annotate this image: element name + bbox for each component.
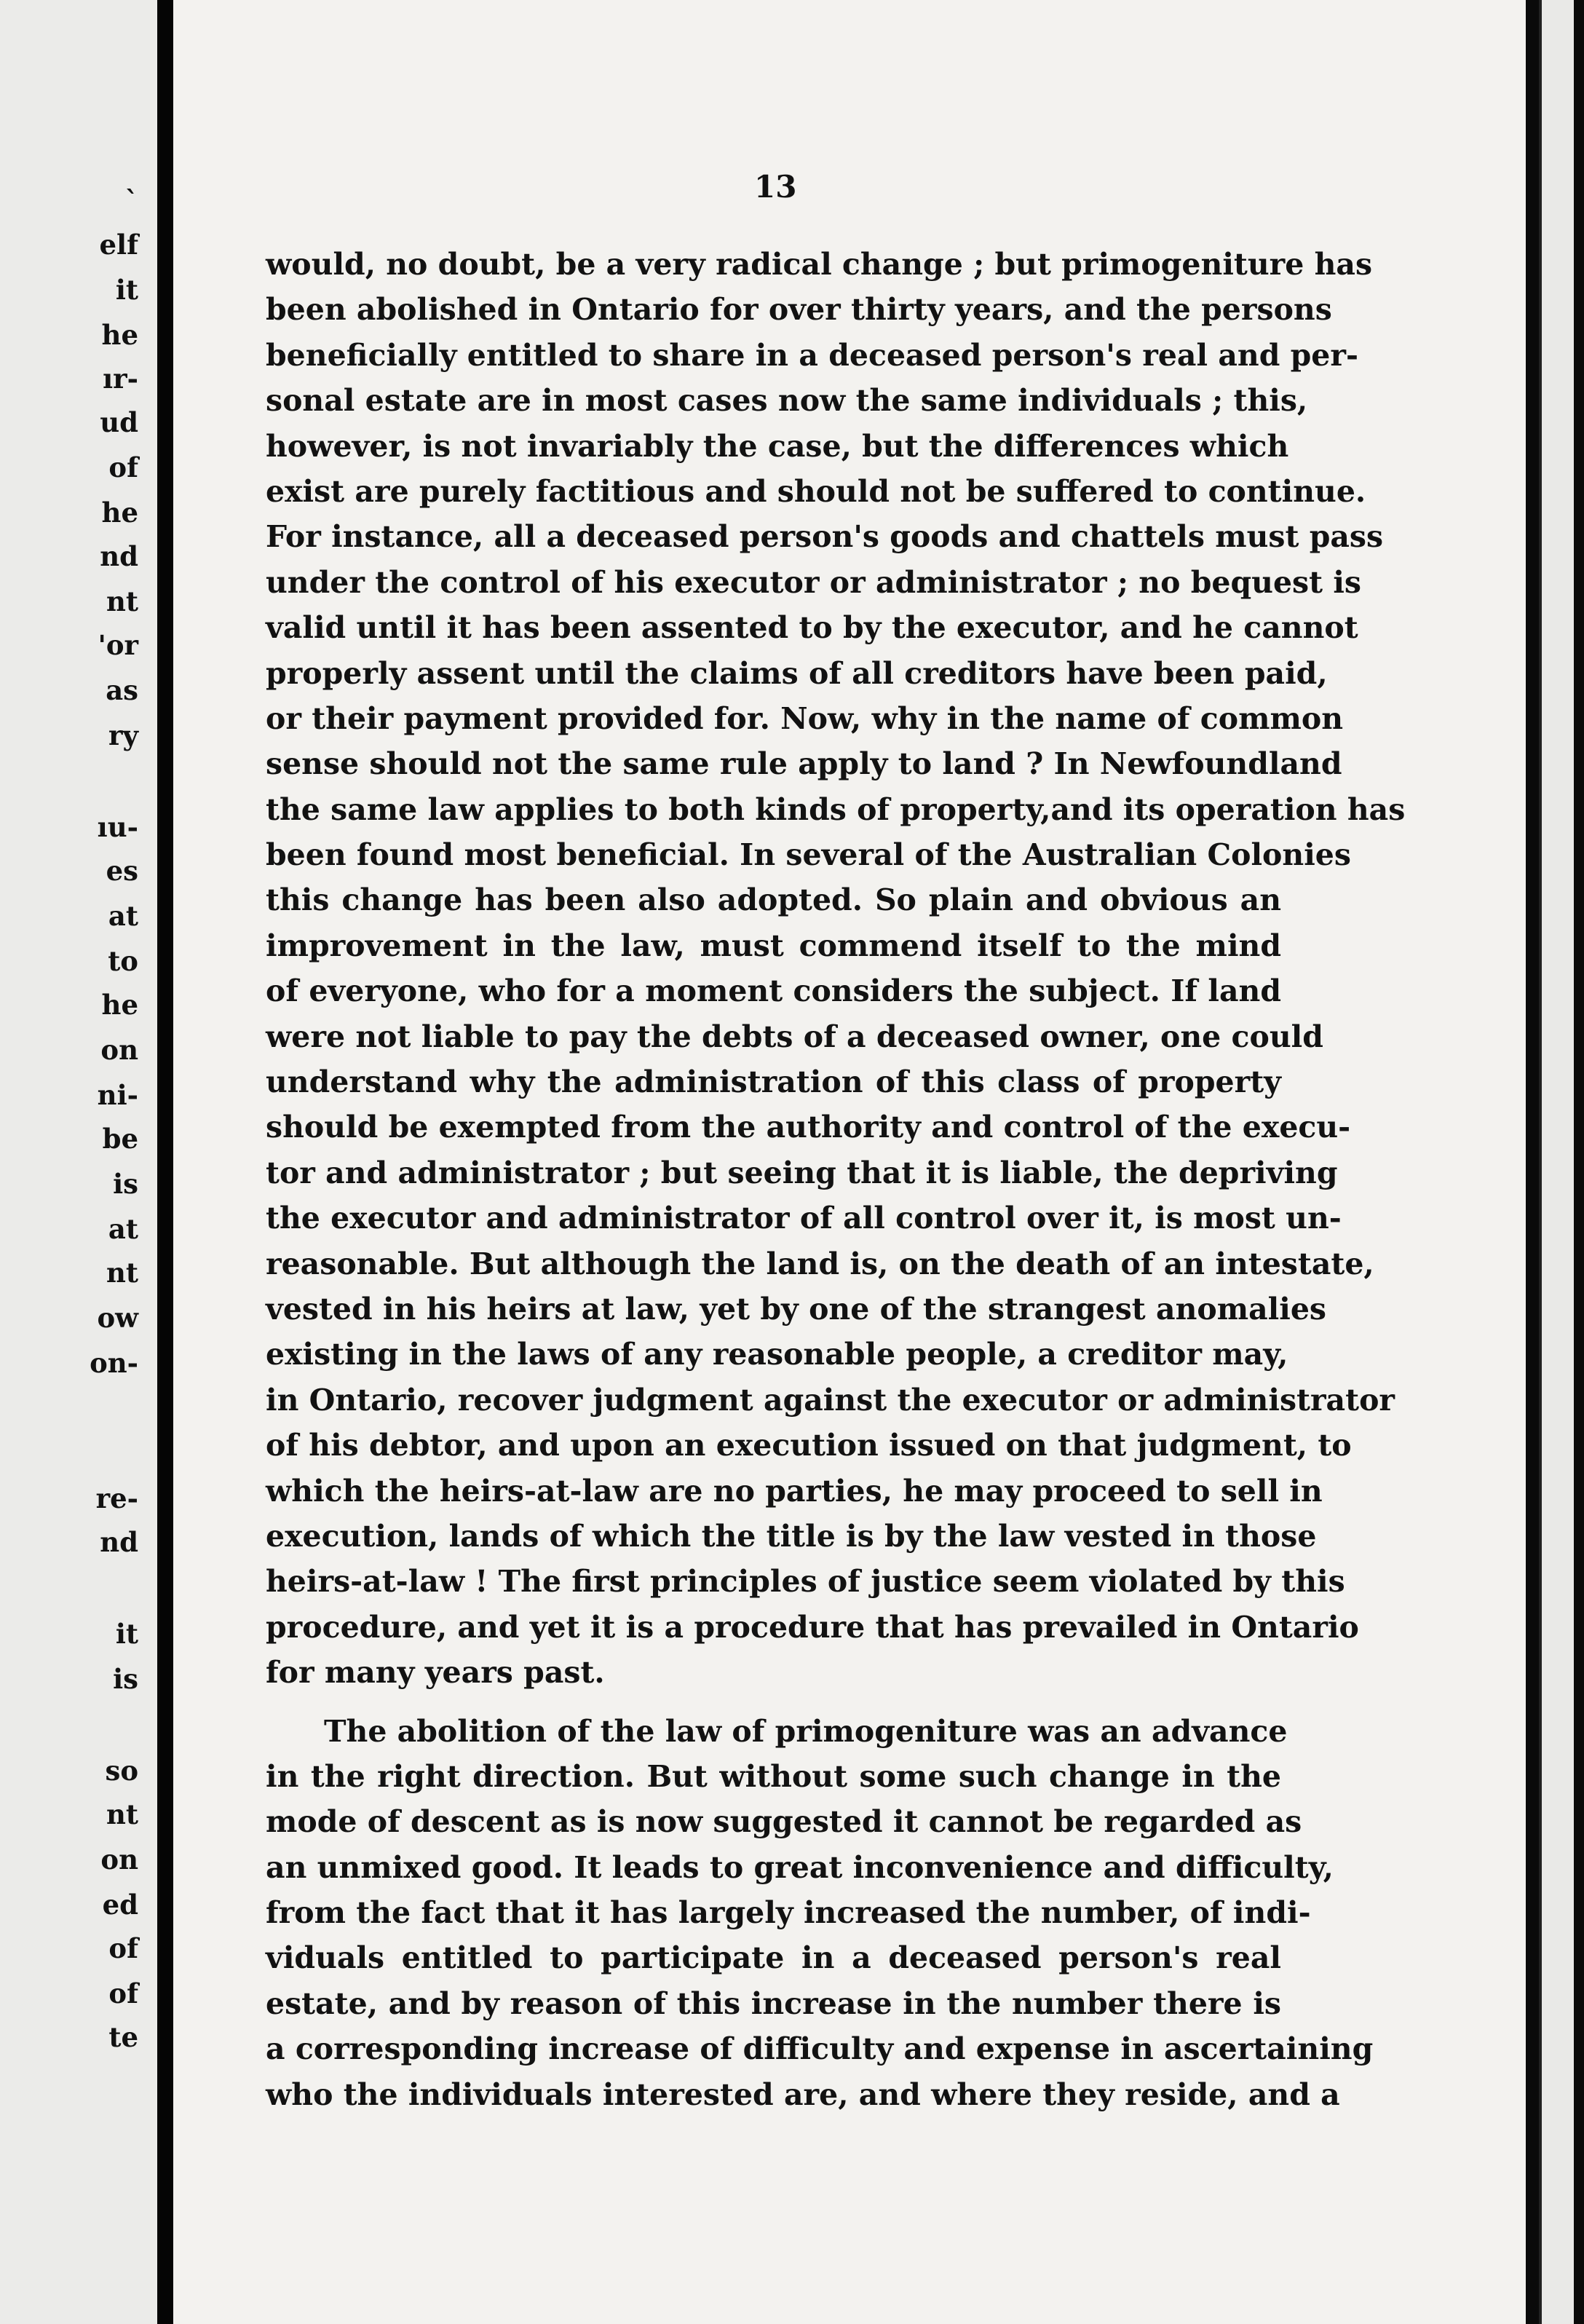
text-line: existing in the laws of any reasonable people, a creditor may, (266, 1337, 1288, 1372)
text-line: reasonable. But although the land is, on the death of an intestate, (266, 1246, 1374, 1281)
adjacent-page-fragment: ıu- (97, 811, 138, 843)
adjacent-page-fragment: nt (106, 585, 138, 617)
adjacent-page-fragment: is (113, 1663, 138, 1695)
adjacent-page-fragment: 'or (98, 629, 138, 661)
adjacent-page-fragment: it (115, 1618, 138, 1650)
adjacent-page-fragment: of (108, 1932, 138, 1964)
text-line: sonal estate are in most cases now the same individuals ; this, (266, 383, 1308, 419)
text-line: which the heirs-at-law are no parties, he may proceed to sell in (266, 1473, 1323, 1509)
paragraph-2 (266, 1709, 1374, 2118)
text-line: properly assent until the claims of all creditors have been paid, (266, 655, 1328, 691)
adjacent-page-fragment: he (101, 989, 138, 1021)
adjacent-page-fragment: of (108, 1977, 138, 2009)
text-line: this change has been also adopted. So plain and obvious an (266, 882, 1281, 918)
text-line: the same law applies to both kinds of property,and its operation has (266, 791, 1406, 827)
adjacent-page-fragment: ed (102, 1889, 138, 1921)
text-line: in the right direction. But without some such change in the (266, 1758, 1281, 1794)
adjacent-page-fragment: es (106, 855, 138, 887)
text-line: heirs-at-law ! The first principles of justice seem violated by this (266, 1564, 1345, 1600)
adjacent-page-fragment: of (108, 451, 138, 483)
text-line: exist are purely factitious and should not be suffered to continue. (266, 473, 1366, 509)
text-line: however, is not invariably the case, but the differences which (266, 428, 1289, 464)
next-sheet-edge (1539, 0, 1574, 2324)
adjacent-page-fragment: nt (106, 1798, 138, 1830)
text-line: been abolished in Ontario for over thirty years, and the persons (266, 292, 1332, 328)
adjacent-page-fragment: ud (100, 406, 138, 438)
adjacent-page-fragment: at (108, 1213, 138, 1245)
text-line: sense should not the same rule apply to land ? In Newfoundland (266, 746, 1342, 782)
adjacent-page-fragment: is (113, 1168, 138, 1200)
text-line: who the individuals interested are, and where they reside, and a (266, 2076, 1340, 2112)
text-line: would, no doubt, be a very radical change ; but primogeniture has (266, 247, 1373, 282)
adjacent-page-fragment: so (105, 1755, 138, 1787)
text-line: For instance, all a deceased person's goods and chattels must pass (266, 519, 1384, 555)
adjacent-page-fragment: te (108, 2021, 138, 2053)
adjacent-page-fragment: ry (108, 719, 138, 751)
adjacent-page-fragment: nd (100, 540, 138, 572)
adjacent-page-fragment: nd (100, 1526, 138, 1558)
adjacent-page-fragment: on (100, 1034, 138, 1066)
adjacent-page-fragment: ni- (97, 1079, 138, 1111)
page-gutter (157, 0, 173, 2324)
text-line: the executor and administrator of all control over it, is most un- (266, 1201, 1342, 1236)
text-line: an unmixed good. It leads to great inconvenience and difficulty, (266, 1849, 1334, 1885)
text-line: should be exempted from the authority and control of the execu- (266, 1110, 1351, 1145)
text-line: tor and administrator ; but seeing that it is liable, the depriving (266, 1155, 1338, 1190)
body-text (266, 242, 1406, 2117)
text-line: a corresponding increase of difficulty and expense in ascertaining (266, 2031, 1374, 2067)
text-line: viduals entitled to participate in a deceased person's real (266, 1940, 1281, 1976)
adjacent-page-fragment: as (106, 674, 138, 706)
text-line: under the control of his executor or administrator ; no bequest is (266, 564, 1362, 600)
text-line: were not liable to pay the debts of a deceased owner, one could (266, 1019, 1323, 1054)
text-line: procedure, and yet it is a procedure that has prevailed in Ontario (266, 1609, 1359, 1645)
adjacent-page-fragment: he (101, 319, 138, 351)
text-line: in Ontario, recover judgment against the executor or administrator (266, 1382, 1395, 1418)
adjacent-page-fragment: he (101, 497, 138, 529)
adjacent-page-fragment: to (108, 945, 138, 977)
adjacent-page-fragment: nt (106, 1257, 138, 1289)
paragraph-1 (266, 242, 1406, 1696)
adjacent-page-fragment: re- (95, 1482, 138, 1514)
text-line: of everyone, who for a moment considers the subject. If land (266, 973, 1281, 1009)
text-line: execution, lands of which the title is by the law vested in those (266, 1518, 1317, 1554)
text-line: The abolition of the law of primogeniture was an advance (324, 1713, 1288, 1749)
adjacent-page-edge (0, 0, 157, 2324)
adjacent-page-fragment: at (108, 900, 138, 932)
text-line: of his debtor, and upon an execution issued on that judgment, to (266, 1428, 1352, 1463)
adjacent-page-fragment: ır- (103, 363, 138, 395)
text-line: estate, and by reason of this increase in the number there is (266, 1985, 1281, 2021)
text-line: been found most beneficial. In several of the Australian Colonies (266, 837, 1351, 873)
text-line: beneficially entitled to share in a deceased person's real and per- (266, 337, 1359, 373)
adjacent-page-fragment: ` (124, 185, 138, 217)
text-line: or their payment provided for. Now, why in the name of common (266, 700, 1344, 736)
text-line: improvement in the law, must commend itself to the mind (266, 928, 1281, 963)
text-line: for many years past. (266, 1655, 605, 1691)
page-number: 13 (754, 169, 797, 205)
adjacent-page-fragment: on (100, 1843, 138, 1876)
text-line: mode of descent as is now suggested it cannot be regarded as (266, 1804, 1302, 1840)
adjacent-page-fragment: be (102, 1123, 138, 1155)
adjacent-page-fragment: elf (99, 229, 138, 261)
text-line: understand why the administration of this class of property (266, 1064, 1281, 1100)
right-page-edge (1526, 0, 1584, 2324)
text-line: valid until it has been assented to by the executor, and he cannot (266, 610, 1358, 646)
adjacent-page-fragment: it (115, 274, 138, 306)
adjacent-page-fragment: on- (90, 1347, 138, 1379)
adjacent-page-fragment: ow (97, 1302, 138, 1334)
text-line: from the fact that it has largely increased the number, of indi- (266, 1895, 1311, 1931)
text-line: vested in his heirs at law, yet by one of the strangest anomalies (266, 1291, 1327, 1327)
